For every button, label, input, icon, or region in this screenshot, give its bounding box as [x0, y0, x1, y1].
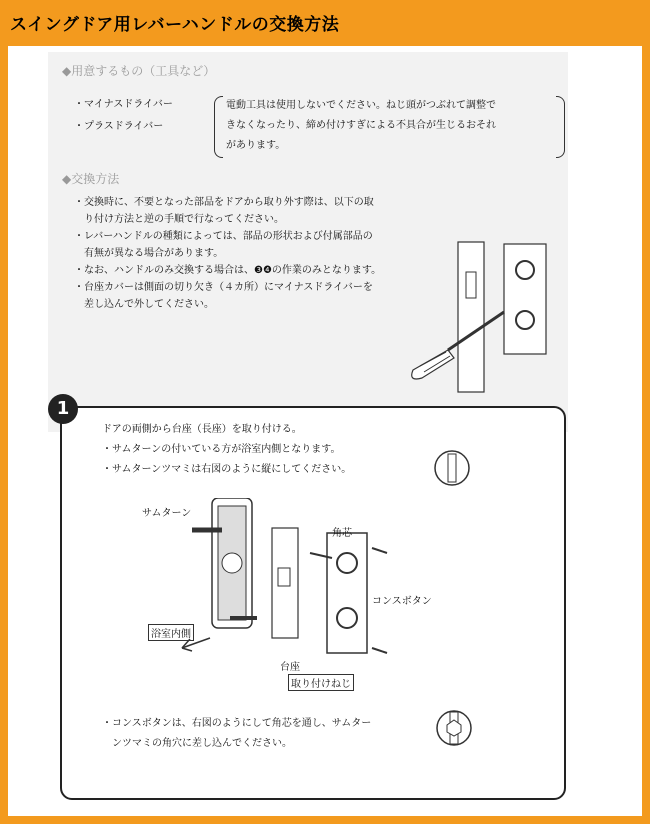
note-line: があります。	[226, 140, 286, 151]
label-thumb-turn: サムターン	[142, 508, 192, 519]
note-line: 電動工具は使用しないでください。ねじ頭がつぶれて調整で	[226, 100, 496, 111]
title-bar	[0, 0, 650, 46]
thumb-turn-vertical-icon	[432, 448, 472, 488]
method-heading: ◆交換方法	[62, 172, 120, 186]
method-bullets	[74, 194, 424, 313]
note-line: きなくなったり、締め付けすぎによる不具合が生じるおそれ	[226, 120, 496, 131]
label-spindle: 角芯	[332, 528, 352, 539]
bullet-line: り付け方法と逆の手順で行なってください。	[74, 214, 284, 225]
label-base: 台座	[280, 662, 300, 673]
bullet-line: 差し込んで外してください。	[74, 299, 214, 310]
step-line: ・サムターンの付いている方が浴室内側となります。	[102, 444, 341, 455]
label-screw: 取り付けねじ	[288, 674, 354, 691]
step-1-box	[56, 398, 566, 800]
tool-item: ・マイナスドライバー	[74, 99, 173, 110]
step-1-bottom-text	[102, 714, 371, 754]
bullet-line: 有無が異なる場合があります。	[74, 248, 224, 259]
bullet-line: ・レバーハンドルの種類によっては、部品の形状および付属部品の	[74, 231, 373, 242]
step-1-text	[102, 420, 351, 480]
document-page	[8, 46, 642, 816]
label-cons-button: コンスボタン	[372, 596, 432, 607]
tools-heading: ◆用意するもの（工具など）	[62, 64, 216, 78]
cons-button-icon	[434, 708, 474, 748]
instruction-sheet	[48, 52, 568, 432]
page-title: スイングドア用レバーハンドルの交換方法	[10, 15, 340, 35]
label-bath-inside: 浴室内側	[148, 624, 194, 641]
note-bracket-right	[556, 96, 565, 158]
bullet-line: ・なお、ハンドルのみ交換する場合は、❸❹の作業のみとなります。	[74, 265, 382, 276]
step-number: 1	[48, 394, 78, 424]
screwdriver-illustration	[408, 232, 568, 402]
step-line: ドアの両側から台座（長座）を取り付ける。	[102, 424, 302, 435]
step-line: ンツマミの角穴に差し込んでください。	[102, 738, 292, 749]
step-line: ・サムターンツマミは右図のように縦にしてください。	[102, 464, 352, 475]
tools-note	[218, 96, 566, 156]
bullet-line: ・交換時に、不要となった部品をドアから取り外す際は、以下の取	[74, 197, 374, 208]
bullet-line: ・台座カバーは側面の切り欠き（４カ所）にマイナスドライバーを	[74, 282, 373, 293]
step-line: ・コンスボタンは、右図のようにして角芯を通し、サムター	[102, 718, 372, 729]
tools-list	[74, 94, 173, 138]
tool-item: ・プラスドライバー	[74, 121, 164, 132]
